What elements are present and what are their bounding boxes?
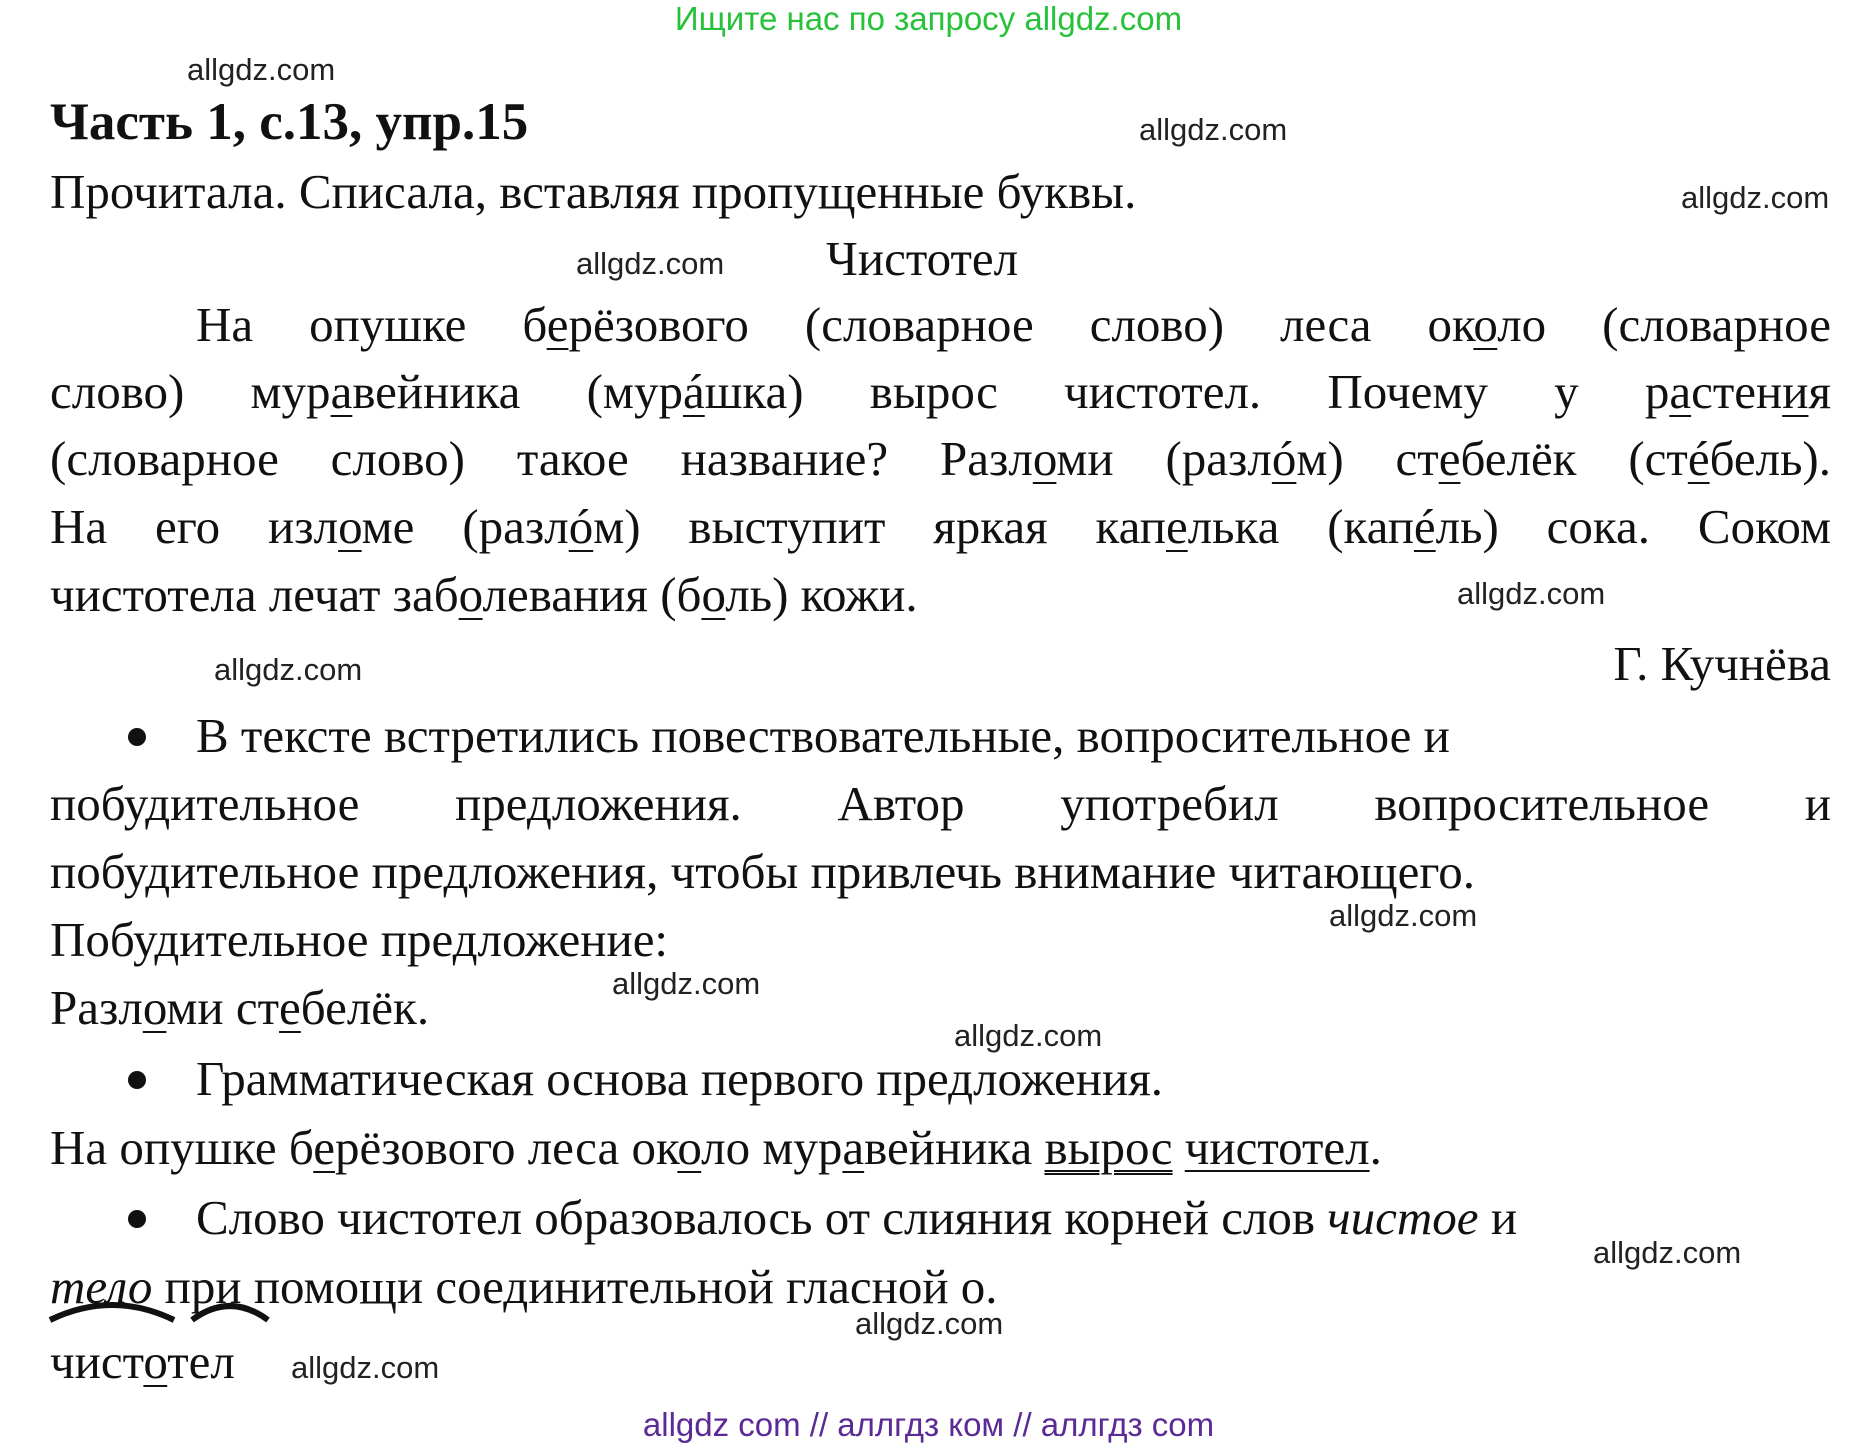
watermark: allgdz.com — [1681, 180, 1830, 215]
watermark: allgdz.com — [576, 246, 725, 281]
bullet-2: Грамматическая основа первого предложения. — [128, 1054, 1163, 1103]
watermark: allgdz.com — [855, 1306, 1004, 1341]
root-arcs — [40, 1290, 280, 1330]
bullet-1-line-3: побудительное предложения, чтобы привлечь внимание читающего. — [50, 844, 1476, 899]
watermark: allgdz.com — [214, 652, 363, 687]
text-title: Чистотел — [826, 231, 1019, 286]
incentive-label: Побудительное предложение: — [50, 912, 669, 967]
paragraph-line-1: На опушке берёзового (словарное слово) леса около (словарное — [196, 297, 1831, 352]
paragraph-line-4: На его изломе (разлóм) выступит яркая капелька (капéль) сока. Соком — [50, 499, 1831, 554]
incentive-sentence: Разломи стебелёк. — [50, 980, 430, 1035]
word-analysis: чистотел — [50, 1334, 235, 1389]
root-arc-2 — [192, 1306, 268, 1320]
footer-links[interactable]: allgdz com // аллгдз ком // аллгдз com — [642, 1406, 1215, 1443]
predicate: вырос — [1044, 1120, 1173, 1175]
paragraph-line-2: слово) муравейника (мурáшка) вырос чистотел. Почему у растения — [50, 364, 1832, 419]
subject: чистотел — [1184, 1120, 1370, 1175]
bullet-1-line-2: побудительное предложения. Автор употребил вопросительное и — [50, 776, 1831, 831]
watermark: allgdz.com — [1593, 1235, 1742, 1270]
instruction-text: Прочитала. Списала, вставляя пропущенные буквы. — [50, 164, 1137, 219]
watermark: allgdz.com — [1457, 576, 1606, 611]
watermark: allgdz.com — [954, 1018, 1103, 1053]
bullet-icon — [128, 728, 146, 746]
paragraph-line-5: чистотела лечат заболевания (боль) кожи. — [50, 567, 918, 622]
bullet-3-line-2: тело при помощи соединительной гласной о. — [50, 1259, 998, 1314]
page-title: Часть 1, с.13, упр.15 — [50, 93, 529, 151]
paragraph-line-3: (словарное слово) такое название? Разломи (разлóм) стебелёк (стéбель). — [50, 431, 1831, 486]
bullet-icon — [128, 1210, 146, 1228]
watermark: allgdz.com — [291, 1350, 440, 1385]
bullet-1-line-1: В тексте встретились повествовательные, вопросительное и — [128, 711, 1450, 760]
watermark: allgdz.com — [1139, 112, 1288, 147]
bullet-icon — [128, 1071, 146, 1089]
top-banner[interactable]: Ищите нас по запросу allgdz.com — [674, 0, 1183, 37]
root-arc-1 — [50, 1305, 174, 1320]
watermark: allgdz.com — [612, 966, 761, 1001]
bullet-3-line-1: Слово чистотел образовалось от слияния корней слов чистое и — [128, 1193, 1517, 1242]
watermark: allgdz.com — [1329, 898, 1478, 933]
watermark: allgdz.com — [187, 52, 336, 87]
grammar-sentence: На опушке берёзового леса около муравейника вырос чистотел. — [50, 1120, 1382, 1175]
author: Г. Кучнёва — [1613, 636, 1831, 691]
